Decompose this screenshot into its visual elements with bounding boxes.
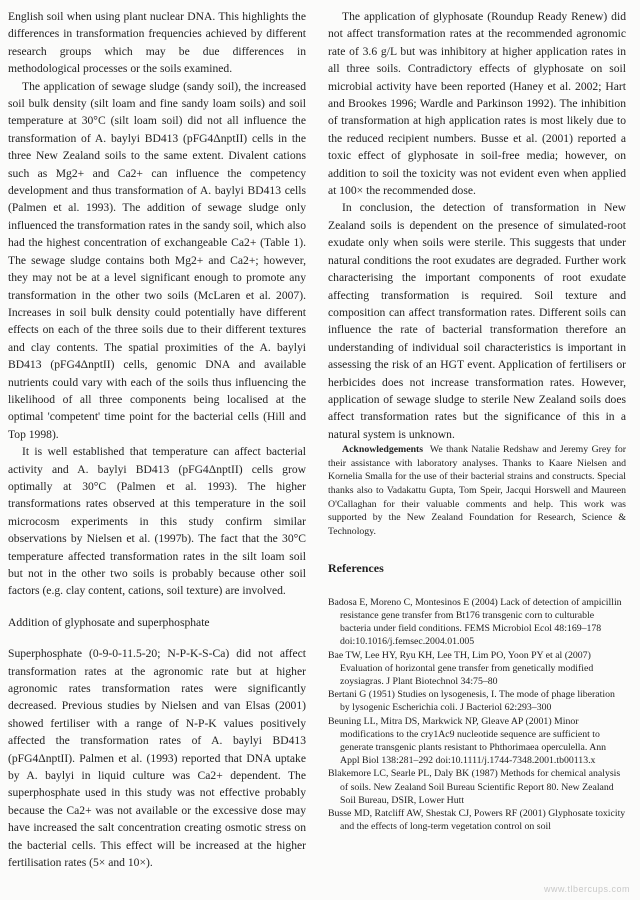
watermark: www.tlbercups.com [543, 884, 630, 894]
reference-item: Bae TW, Lee HY, Ryu KH, Lee TH, Lim PO, Yoon PY et al (2007) Evaluation of horizontal gene transfer from genetically modified zoysiagras. J Plant Biotechnol 34:75–80 [328, 649, 594, 687]
reference-item: Busse MD, Ratcliff AW, Shestak CJ, Powers RF (2001) Glyphosate toxicity and the effects of long-term vegetation control on soil [328, 807, 626, 833]
acknowledgements-text: We thank Natalie Redshaw and Jeremy Grey for their assistance with laboratory analyses. Thanks to Kaare Nielsen and Kornelia Smalla for the use of their bacterial strains and constructs. Special thanks also to Vadakattu Gupta, Tom Speir, Jacqui Horswell and Maureen O'Callaghan for their valuable comments and help. This work was supported by the New Zealand Foundation for Research, Science & Technology. [328, 444, 626, 537]
reference-item: Bertani G (1951) Studies on lysogenesis, I. The mode of phage liberation by lysogenic Escherichia coli. J Bacteriol 62:293–300 [328, 689, 615, 714]
acknowledgements-label: Acknowledgements [342, 444, 424, 456]
acknowledgements [328, 443, 626, 538]
reference-item: Badosa E, Moreno C, Montesinos E (2004) Lack of detection of ampicillin resistance gene transfer from Bt176 transgenic corn to culturable bacteria under field conditions. FEMS Microbiol Ecol 48:169–178 doi:10.1016/j.femsec.2004.01.005 [328, 596, 622, 648]
paragraph: The application of sewage sludge (sandy soil), the increased soil bulk density (silt loam and fine sandy loam soils) and soil temperature at 30°C (silt loam soil) did not all influence the transformation of A. baylyi BD413 (pFG4ΔnptII) cells in the three New Zealand soils to the same extent. Divalent cations such as Mg2+ and Ca2+ can influence the competency development and thus transformation of A. baylyi BD413 cells (Palmen et al. 1993). The addition of sewage sludge only influenced the transformation rates in the sandy soil, which also had the highest concentration of exchangeable Ca2+ (Table 1). The sewage sludge contains both Mg2+ and Ca2+; however, they may not be at a level significant enough to promote any transformation in the other two soils (McLaren et al. 2007). Increases in soil bulk density could potentially have different effects on each of the three soils due to their different textures and clay contents. The spatial proximities of the A. baylyi BD413 (pFG4ΔnptII) cells, genomic DNA and available nutrients could vary with each of the soils thus influencing the likelihood of all three components being localised at the optimal 'competent' time point for the bacterial cells (Hill and Top 1998). [8, 79, 306, 441]
right-column [328, 8, 626, 900]
paragraph: The application of glyphosate (Roundup Ready Renew) did not affect transformation rates at the recommended agronomic rate of 3.6 g/L but was inhibitory at higher application rates in all three soils. Contradictory effects of glyphosate on soil microbial activity have been reported (Haney et al. 2002; Hart and Brookes 1996; Wardle and Parkinson 1992). The inhibition of transformation at high application rates is most likely due to the reduced recipient numbers. Busse et al. (2001) reported a toxic effect of glyphosate in soil-free media; however, on addition to soil the toxicity was not evident even when applied at 100× the recommended dose. [328, 10, 626, 198]
paragraph: In conclusion, the detection of transformation in New Zealand soils is dependent on the presence of simulated-root exudate only when soils were sterile. This suggests that under natural conditions the root exudates are degraded. Further work characterising the important components of root exudate affecting transformation is required. Soil texture and composition can affect transformation rates. Different soils can influence the rate of bacterial transformation therefore an understanding of individual soil characteristics is important in assessing the risk of an HGT event. Application of fertilisers or herbicides does not increase transformation rates. However, application of sewage sludge to sterile New Zealand soils does affect transformation rates but the significance of this in a natural system is unknown. [328, 201, 626, 441]
reference-item: Blakemore LC, Searle PL, Daly BK (1987) Methods for chemical analysis of soils. New Zealand Soil Bureau Scientific Report 80. New Zealand Soil Bureau, DSIR, Lower Hutt [328, 768, 621, 806]
left-column [8, 8, 306, 900]
section-heading: Addition of glyphosate and superphosphate [8, 615, 210, 629]
paragraph: Superphosphate (0-9-0-11.5-20; N-P-K-S-Ca) did not affect transformation rates at the agronomic rate but at higher agronomic rates transformation rates were significantly decreased. Previous studies by Nielsen and van Elsas (2001) showed fertiliser with a range of N-P-K values positively affected the transformation rates of A. baylyi BD413 (pFG4ΔnptII). Palmen et al. (1993) reported that DNA uptake by A. baylyi in liquid culture was Ca2+ dependent. The superphosphate used in this study was not effective probably because the Ca2+ was not available or the excessive dose may have increased the salt concentration creating osmotic stress on the bacterial cells. This effect will be increased at the higher fertilisation rates (5× and 10×). [8, 647, 306, 870]
references-heading: References [328, 561, 384, 576]
reference-item: Beuning LL, Mitra DS, Markwick NP, Gleave AP (2001) Minor modifications to the cry1Ac9 nucleotide sequence are sufficient to generate transgenic plants resistant to Phthorimaea operculella. Ann Appl Biol 138:281–292 doi:10.1111/j.1744-7348.2001.tb00113.x [328, 715, 607, 767]
paragraph: It is well established that temperature can affect bacterial activity and A. baylyi BD413 (pFG4ΔnptII) cells grow optimally at 30°C (Palmen et al. 1993). The higher transformations rates observed at this temperature in the soil microcosm experiments in this study confirm similar observations by Nielsen et al. (1997b). The fact that the 30°C temperature affected transformation rates in the silt loam soil but not in the other two soils is probably because other soil factors (e.g. clay content, cations, soil texture) are involved. [8, 445, 306, 598]
paragraph: English soil when using plant nuclear DNA. This highlights the differences in transformation frequencies achieved by different research groups which may be due differences in methodological processes or the soils examined. [8, 10, 306, 76]
